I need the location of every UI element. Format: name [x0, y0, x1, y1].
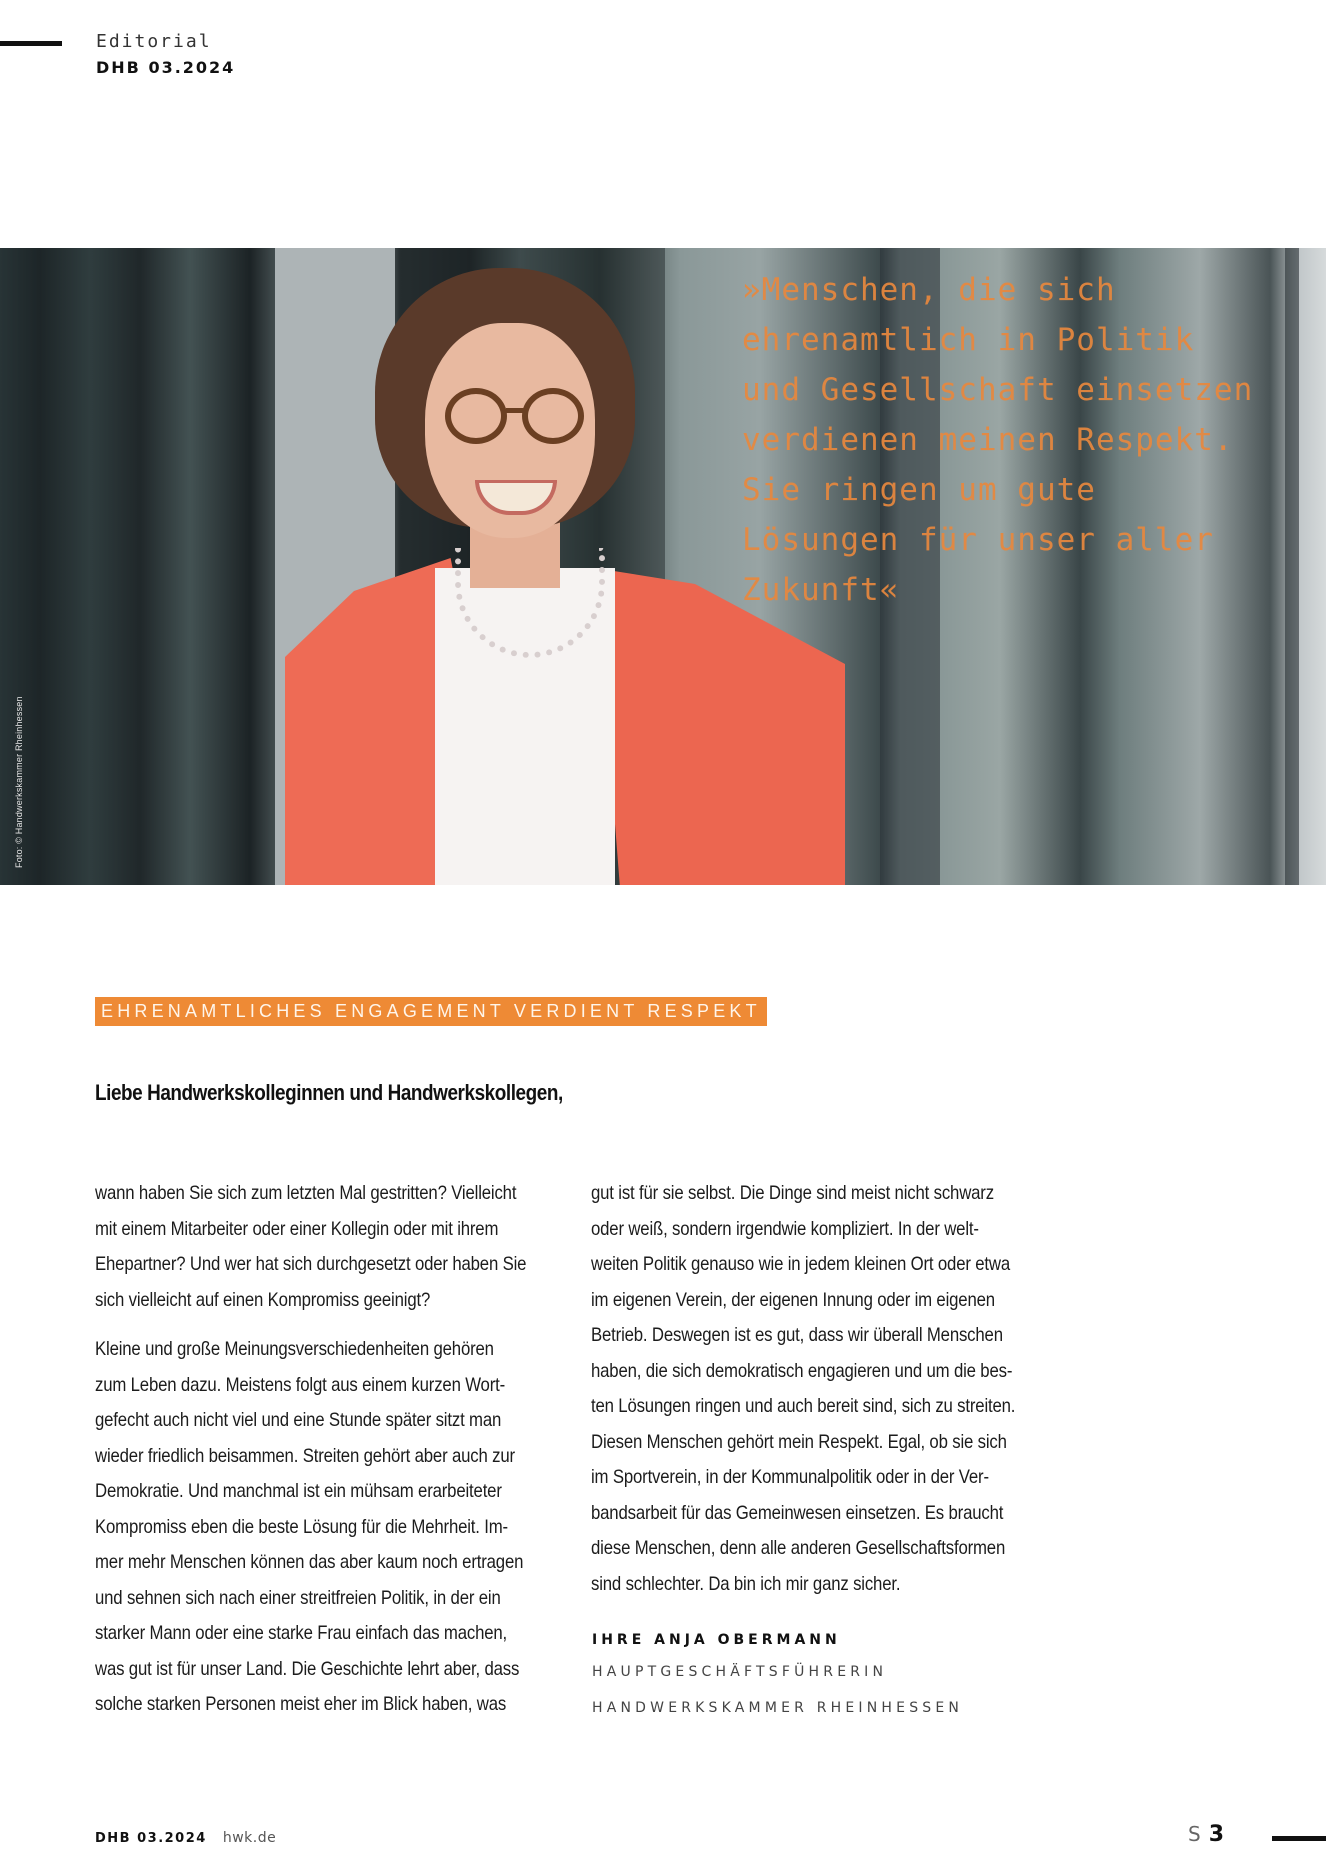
page-number-block — [1188, 1822, 1224, 1847]
quote-line: verdienen meinen Respekt. — [742, 422, 1234, 458]
glasses-right-lens — [522, 388, 584, 444]
paragraph — [95, 1332, 570, 1723]
paragraph — [591, 1176, 1066, 1602]
text-line: gut ist für sie selbst. Die Dinge sind meist nicht schwarz — [591, 1182, 994, 1204]
signature-name: IHRE ANJA OBERMANN — [592, 1632, 841, 1648]
quote-line: »Menschen, die sich — [742, 272, 1116, 308]
quote-line: Sie ringen um gute — [742, 472, 1096, 508]
text-line: oder weiß, sondern irgendwie kompliziert. In der welt- — [591, 1217, 979, 1240]
issue-label: DHB 03.2024 — [96, 58, 236, 77]
signature-block — [592, 1626, 963, 1726]
text-line: wann haben Sie sich zum letzten Mal gestritten? Vielleicht — [95, 1182, 517, 1204]
text-line: im Sportverein, in der Kommunalpolitik oder in der Ver- — [591, 1466, 989, 1488]
section-label: Editorial — [96, 31, 212, 52]
signature-role: HAUPTGESCHÄFTSFÜHRERIN — [592, 1664, 888, 1680]
text-line: was gut ist für unser Land. Die Geschichte lehrt aber, dass — [95, 1657, 520, 1680]
text-line: haben, die sich demokratisch engagieren und um die bes- — [591, 1359, 1013, 1382]
text-line: wieder friedlich beisammen. Streiten gehört aber auch zur — [95, 1444, 515, 1467]
page-header — [96, 30, 235, 80]
quote-line: Zukunft« — [742, 572, 900, 608]
article-column-left — [95, 1176, 570, 1737]
text-line: Betrieb. Deswegen ist es gut, dass wir überall Menschen — [591, 1324, 1003, 1346]
footer-issue: DHB 03.2024 — [95, 1831, 207, 1846]
text-line: starker Mann oder eine starke Frau einfach das machen, — [95, 1622, 508, 1644]
signature-organization: HANDWERKSKAMMER RHEINHESSEN — [592, 1700, 964, 1716]
glasses-left-lens — [445, 388, 507, 444]
text-line: Ehepartner? Und wer hat sich durchgesetzt oder haben Sie — [95, 1253, 527, 1275]
text-line: und sehnen sich nach einer streitfreien Politik, in der ein — [95, 1586, 501, 1609]
page-prefix: S — [1188, 1822, 1201, 1846]
footer-website-link[interactable]: hwk.de — [222, 1830, 277, 1846]
glasses-bridge — [506, 408, 524, 413]
text-line: diese Menschen, denn alle anderen Gesellschaftsformen — [591, 1537, 1006, 1559]
text-line: im eigenen Verein, der eigenen Innung oder im eigenen — [591, 1288, 995, 1311]
text-line: Demokratie. Und manchmal ist ein mühsam erarbeiteter — [95, 1480, 502, 1502]
quote-line: und Gesellschaft einsetzen — [742, 372, 1254, 408]
text-line: sind schlechter. Da bin ich mir ganz sicher. — [591, 1572, 901, 1595]
page-footer — [95, 1830, 276, 1846]
text-line: zum Leben dazu. Meistens folgt aus einem kurzen Wort- — [95, 1373, 506, 1396]
window-left — [0, 248, 275, 885]
text-line: Diesen Menschen gehört mein Respekt. Egal, ob sie sich — [591, 1430, 1007, 1453]
text-line: gefecht auch nicht viel und eine Stunde später sitzt man — [95, 1409, 502, 1431]
page-number: 3 — [1208, 1822, 1225, 1847]
text-line: sich vielleicht auf einen Kompromiss geeinigt? — [95, 1288, 431, 1311]
photo-credit: Foto: © Handwerkskammer Rheinhessen — [14, 696, 24, 868]
top-decorative-rule — [0, 41, 62, 46]
text-line: mit einem Mitarbeiter oder einer Kollegin oder mit ihrem — [95, 1217, 499, 1240]
text-line: bandsarbeit für das Gemeinwesen einsetzen. Es braucht — [591, 1501, 1004, 1524]
text-line: Kompromiss eben die beste Lösung für die Mehrheit. Im- — [95, 1515, 508, 1538]
article-kicker: EHRENAMTLICHES ENGAGEMENT VERDIENT RESPEKT — [95, 997, 767, 1026]
jacket-right — [595, 568, 845, 885]
text-line: ten Lösungen ringen und auch bereit sind, sich zu streiten. — [591, 1395, 1016, 1417]
text-line: Kleine und große Meinungsverschiedenheiten gehören — [95, 1338, 494, 1360]
text-line: solche starken Personen meist eher im Blick haben, was — [95, 1693, 507, 1715]
salutation: Liebe Handwerkskolleginnen und Handwerkskollegen, — [95, 1080, 563, 1105]
article-column-right — [591, 1176, 1066, 1616]
paragraph — [95, 1176, 570, 1318]
text-line: mer mehr Menschen können das aber kaum noch ertragen — [95, 1551, 524, 1573]
quote-line: Lösungen für unser aller — [742, 522, 1214, 558]
bottom-decorative-rule — [1272, 1836, 1326, 1841]
pull-quote — [742, 265, 1302, 615]
text-line: weiten Politik genauso wie in jedem kleinen Ort oder etwa — [591, 1253, 1010, 1275]
quote-line: ehrenamtlich in Politik — [742, 322, 1195, 358]
